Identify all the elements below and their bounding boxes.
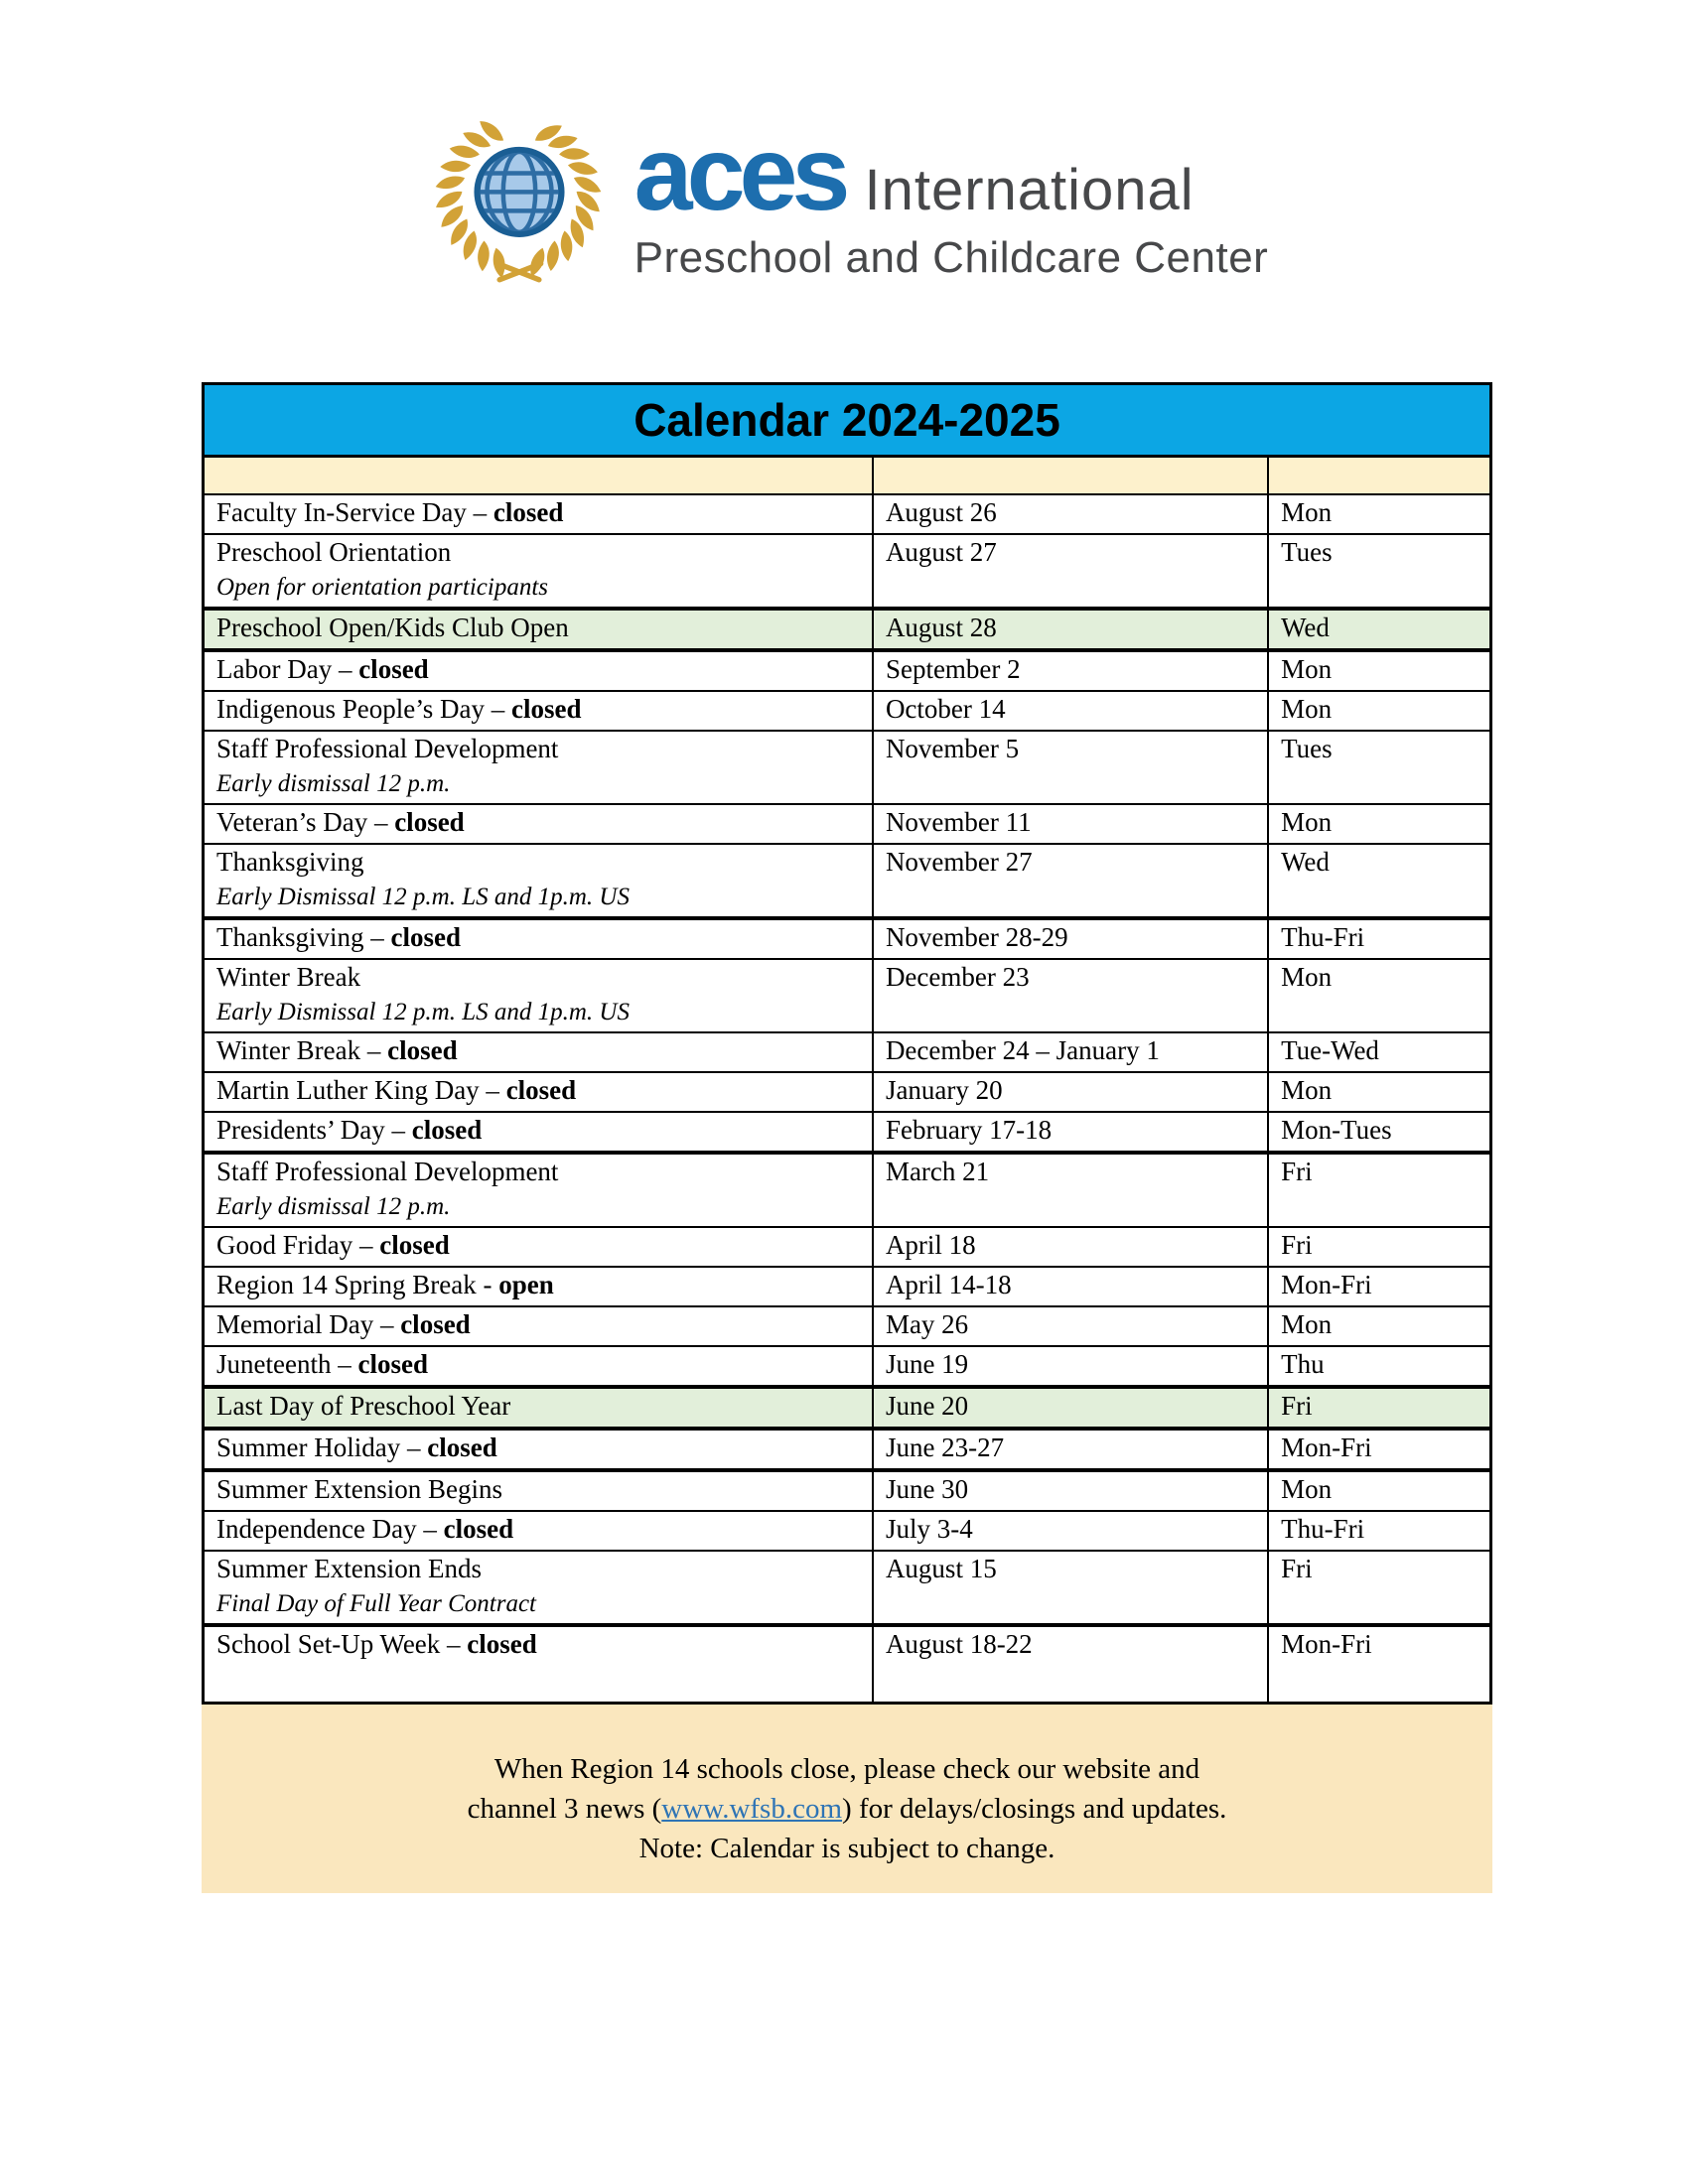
date-cell: December 23 [873,959,1268,1032]
day-cell: Tues [1268,731,1490,804]
event-cell [204,1072,873,1112]
day-cell: Thu-Fri [1268,918,1490,959]
event-label: Staff Professional Development [216,1157,559,1186]
event-label: Juneteenth – [216,1349,358,1379]
day-cell: Mon-Fri [1268,1429,1490,1470]
event-cell [204,1267,873,1306]
date-cell: June 23-27 [873,1429,1268,1470]
table-row [204,1387,1491,1429]
calendar-section [202,382,1492,1893]
logo [0,95,1688,287]
globe-laurel-icon [420,95,619,287]
date-cell: August 26 [873,494,1268,534]
calendar-table [202,382,1492,1705]
date-cell: August 15 [873,1551,1268,1625]
header-cell-event [204,457,873,495]
date-cell: November 27 [873,844,1268,918]
day-cell: Tues [1268,534,1490,609]
day-cell: Fri [1268,1227,1490,1267]
table-row [204,494,1491,534]
day-cell: Mon [1268,494,1490,534]
event-label: Summer Extension Begins [216,1474,502,1504]
event-emphasis: closed [467,1629,537,1659]
day-cell: Fri [1268,1153,1490,1227]
table-row [204,1112,1491,1153]
event-label: Staff Professional Development [216,734,559,763]
event-cell [204,959,873,1032]
table-row [204,1306,1491,1346]
day-cell: Mon [1268,804,1490,844]
table-row [204,731,1491,804]
calendar-header-row [204,457,1491,495]
table-row [204,1551,1491,1625]
event-cell [204,844,873,918]
date-cell: August 28 [873,609,1268,650]
date-cell: November 5 [873,731,1268,804]
event-emphasis: closed [387,1035,458,1065]
table-row [204,959,1491,1032]
event-note: Final Day of Full Year Contract [216,1590,536,1617]
event-label: Independence Day – [216,1514,444,1544]
day-cell: Thu [1268,1346,1490,1387]
event-label: Veteran’s Day – [216,807,395,837]
table-row [204,1429,1491,1470]
globe [476,150,562,234]
note-line-1: When Region 14 schools close, please check our website and [493,1753,1200,1785]
event-note: Early Dismissal 12 p.m. LS and 1p.m. US [216,999,630,1025]
day-cell: Thu-Fri [1268,1511,1490,1551]
event-label: Region 14 Spring Break - [216,1270,499,1299]
event-label: Summer Holiday – [216,1433,428,1462]
footer-note [202,1705,1492,1893]
event-cell [204,494,873,534]
table-row [204,1072,1491,1112]
date-cell: June 19 [873,1346,1268,1387]
day-cell: Wed [1268,609,1490,650]
event-label: School Set-Up Week – [216,1629,468,1659]
event-cell [204,1511,873,1551]
event-note: Early dismissal 12 p.m. [216,1193,451,1220]
event-label: Faculty In-Service Day – [216,497,493,527]
day-cell: Mon [1268,691,1490,731]
table-row [204,691,1491,731]
table-row [204,1511,1491,1551]
day-cell: Tue-Wed [1268,1032,1490,1072]
table-row [204,804,1491,844]
logo-subtitle: Preschool and Childcare Center [633,233,1269,282]
logo-text [633,115,1269,282]
event-cell [204,1112,873,1153]
date-cell: July 3-4 [873,1511,1268,1551]
date-cell: October 14 [873,691,1268,731]
note-line-2-prefix: channel 3 news ( [467,1793,662,1825]
event-emphasis: closed [492,497,564,527]
day-cell: Fri [1268,1551,1490,1625]
event-cell [204,1429,873,1470]
table-row [204,1625,1491,1704]
table-row [204,1032,1491,1072]
event-emphasis: closed [357,1349,428,1379]
event-label: Indigenous People’s Day – [216,694,511,724]
table-row [204,918,1491,959]
event-cell [204,1470,873,1511]
note-line-2 [241,1789,1453,1829]
day-cell: Wed [1268,844,1490,918]
table-row [204,1470,1491,1511]
event-emphasis: closed [427,1433,497,1462]
event-label: Preschool Orientation [216,537,452,567]
event-label: Good Friday – [216,1230,380,1260]
note-line-3: Note: Calendar is subject to change. [638,1833,1055,1864]
event-emphasis: closed [379,1230,450,1260]
event-emphasis: closed [510,694,582,724]
day-cell: Mon [1268,959,1490,1032]
table-row [204,1153,1491,1227]
event-label: Martin Luther King Day – [216,1075,506,1105]
event-cell [204,918,873,959]
event-label: Last Day of Preschool Year [216,1391,511,1421]
event-label: Summer Extension Ends [216,1554,482,1583]
date-cell: June 20 [873,1387,1268,1429]
event-label: Labor Day – [216,654,359,684]
event-cell [204,731,873,804]
event-cell [204,1032,873,1072]
event-cell [204,1551,873,1625]
date-cell: December 24 – January 1 [873,1032,1268,1072]
note-line-2-suffix: ) for delays/closings and updates. [842,1793,1227,1825]
date-cell: January 20 [873,1072,1268,1112]
day-cell: Mon-Tues [1268,1112,1490,1153]
event-cell [204,1306,873,1346]
table-row [204,1227,1491,1267]
date-cell: November 28-29 [873,918,1268,959]
table-row [204,1267,1491,1306]
date-cell: September 2 [873,650,1268,691]
event-cell [204,1387,873,1429]
day-cell: Mon [1268,1072,1490,1112]
event-emphasis: closed [400,1309,471,1339]
event-note: Open for orientation participants [216,574,549,601]
table-row [204,844,1491,918]
event-emphasis: open [498,1270,554,1299]
calendar-title-row [204,384,1491,457]
day-cell: Mon [1268,650,1490,691]
event-label: Thanksgiving – [216,922,391,952]
event-label: Memorial Day – [216,1309,401,1339]
event-label: Winter Break – [216,1035,388,1065]
event-emphasis: closed [390,922,461,952]
event-emphasis: closed [394,807,465,837]
event-cell [204,691,873,731]
event-emphasis: closed [505,1075,577,1105]
table-row [204,534,1491,609]
date-cell: May 26 [873,1306,1268,1346]
event-emphasis: closed [358,654,429,684]
table-row [204,1346,1491,1387]
day-cell: Mon [1268,1306,1490,1346]
event-label: Preschool Open/Kids Club Open [216,613,569,642]
event-cell [204,534,873,609]
table-row [204,650,1491,691]
event-label: Presidents’ Day – [216,1115,412,1145]
header-cell-day [1268,457,1490,495]
day-cell: Fri [1268,1387,1490,1429]
day-cell: Mon-Fri [1268,1267,1490,1306]
date-cell: February 17-18 [873,1112,1268,1153]
event-emphasis: closed [443,1514,514,1544]
wfsb-link[interactable]: www.wfsb.com [661,1793,843,1825]
brand-suffix: International [864,158,1195,222]
event-cell [204,650,873,691]
event-note: Early dismissal 12 p.m. [216,770,451,797]
header-cell-date [873,457,1268,495]
day-cell: Mon-Fri [1268,1625,1490,1704]
day-cell: Mon [1268,1470,1490,1511]
brand-name: aces [633,115,845,232]
date-cell: June 30 [873,1470,1268,1511]
event-label: Thanksgiving [216,847,364,877]
event-cell [204,1625,873,1704]
date-cell: April 14-18 [873,1267,1268,1306]
event-cell [204,1153,873,1227]
date-cell: November 11 [873,804,1268,844]
calendar-title: Calendar 2024-2025 [204,384,1491,457]
date-cell: August 18-22 [873,1625,1268,1704]
event-cell [204,1346,873,1387]
event-cell [204,804,873,844]
event-note: Early Dismissal 12 p.m. LS and 1p.m. US [216,884,630,910]
date-cell: March 21 [873,1153,1268,1227]
event-cell [204,1227,873,1267]
table-row [204,609,1491,650]
event-emphasis: closed [411,1115,483,1145]
event-label: Winter Break [216,962,361,992]
date-cell: April 18 [873,1227,1268,1267]
date-cell: August 27 [873,534,1268,609]
event-cell [204,609,873,650]
